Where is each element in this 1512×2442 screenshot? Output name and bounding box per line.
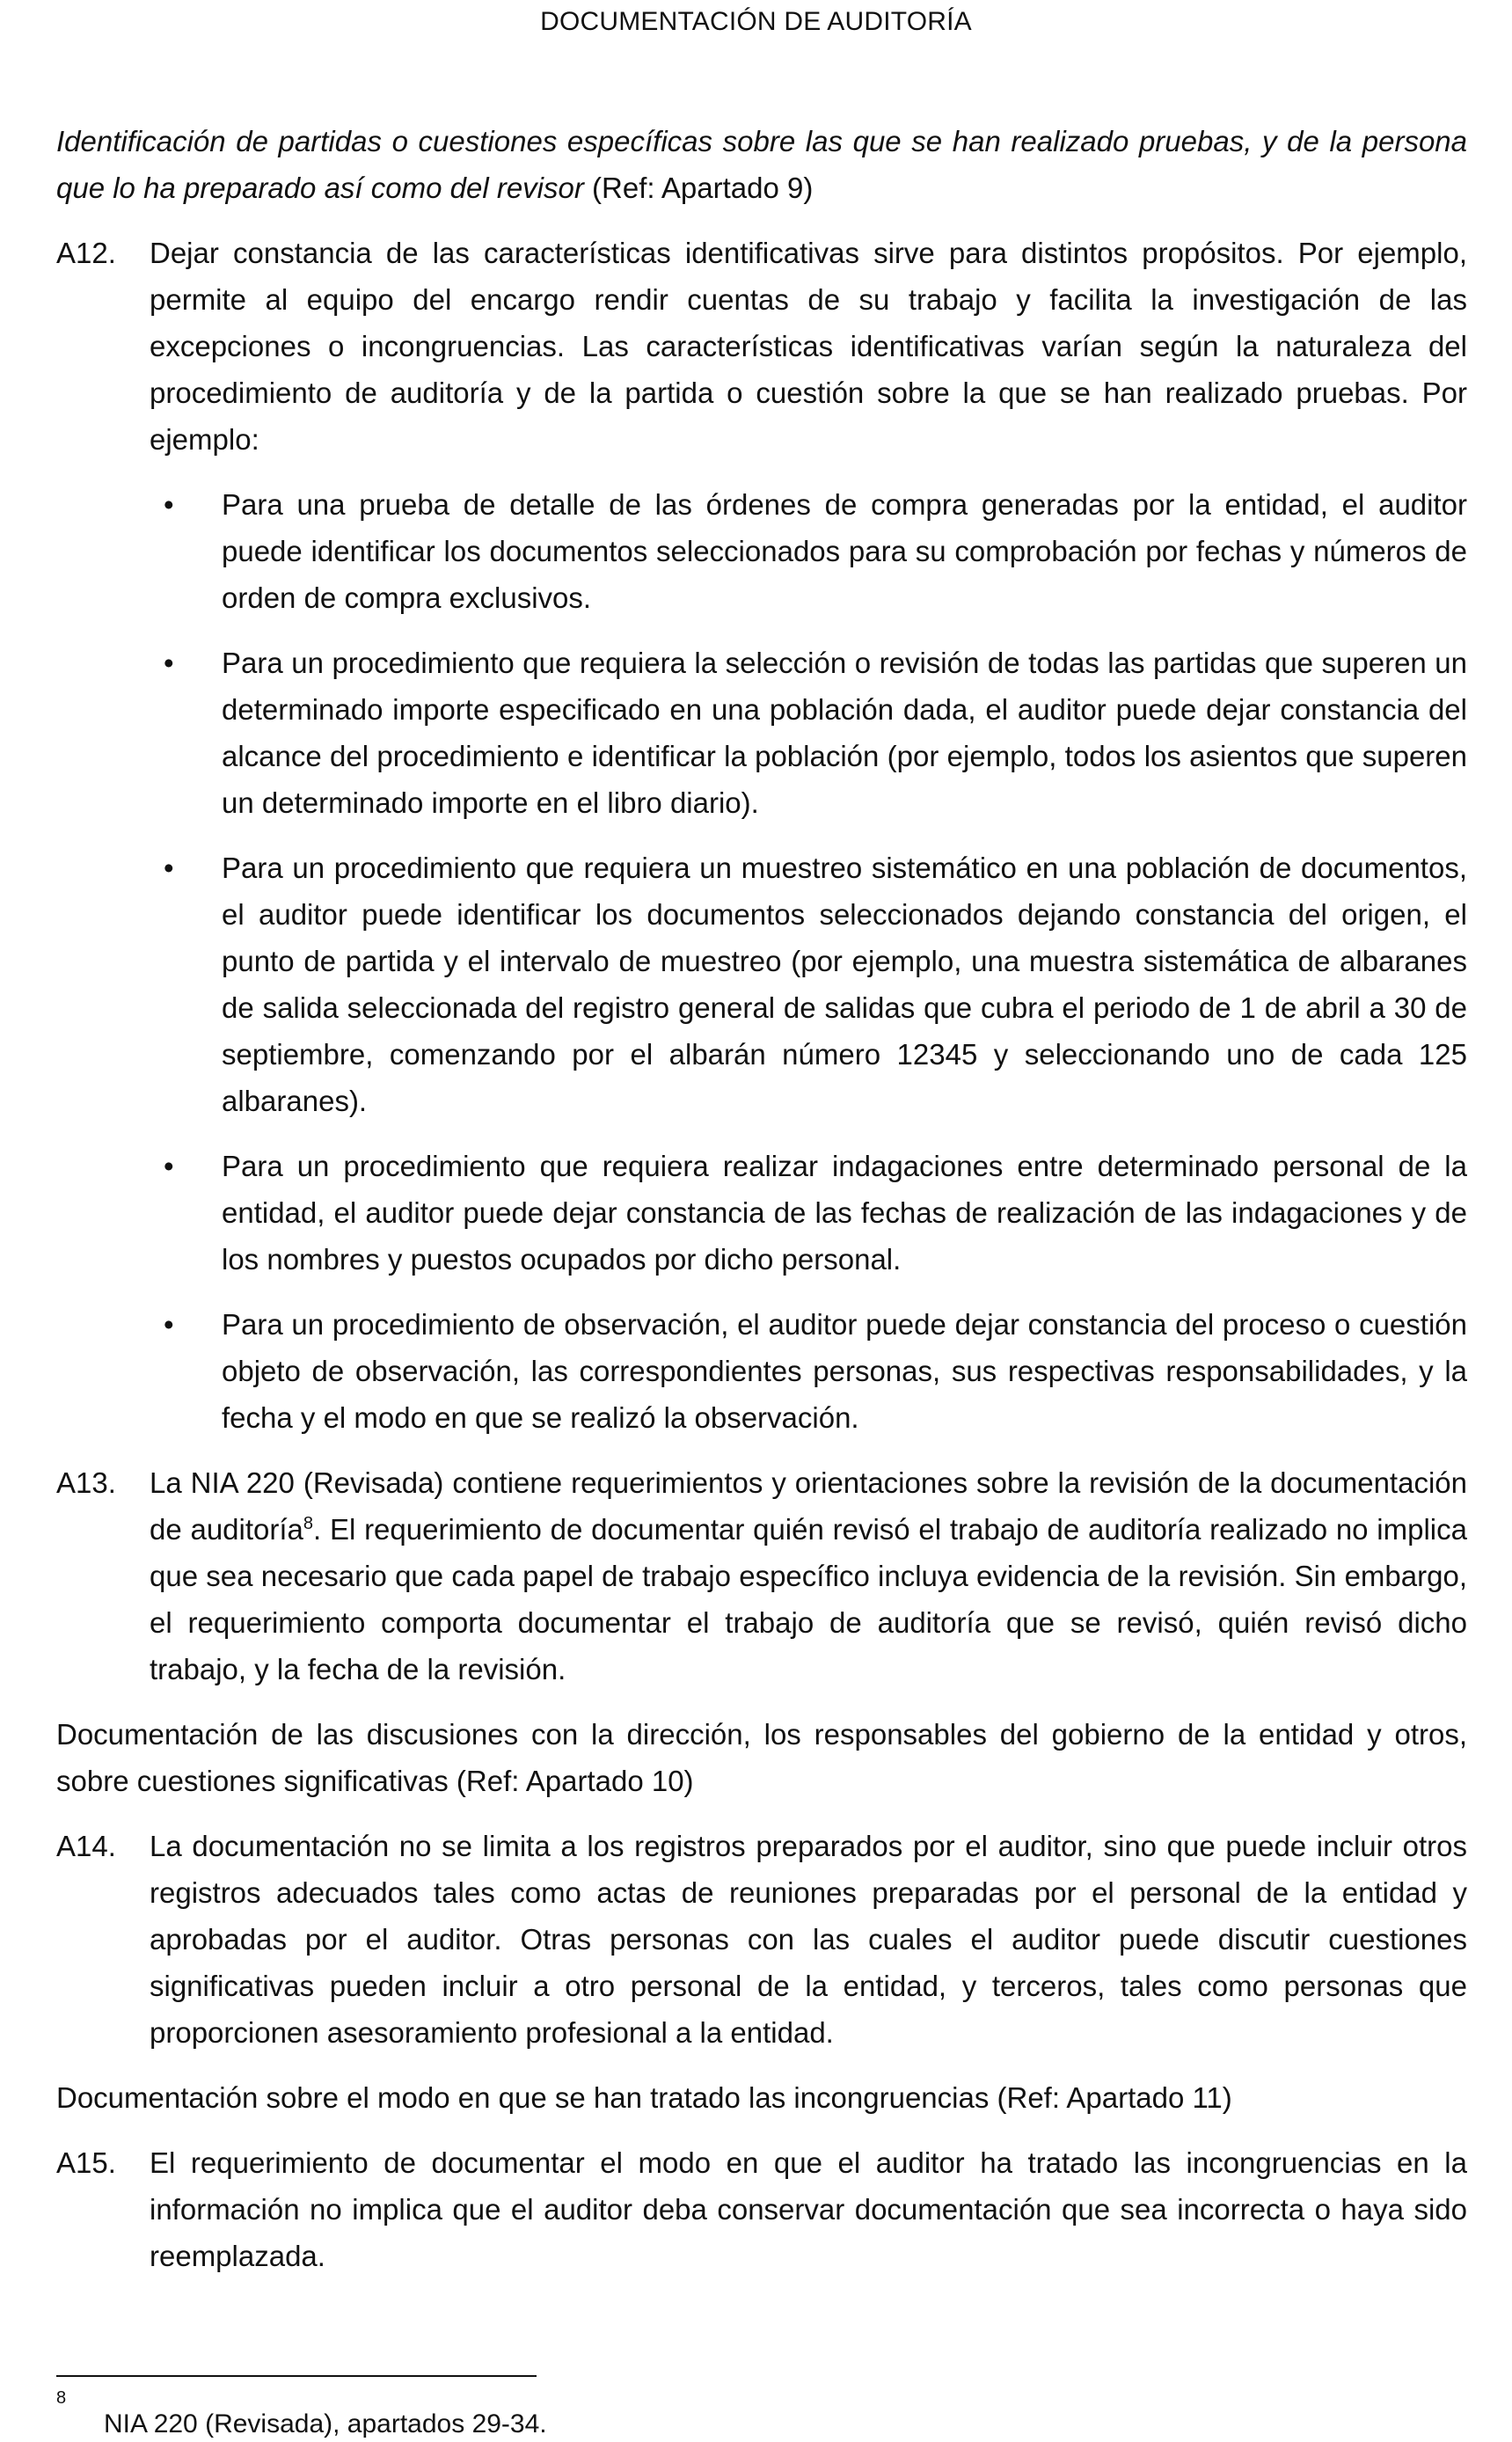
bullet-icon: • [164, 488, 174, 521]
list-item-text: Para una prueba de detalle de las órdenes de compra generadas por la entidad, el auditor puede identificar los documentos seleccionados para su comprobación por fechas y números de orden de compra exclusivos. [222, 488, 1467, 614]
list-item-text: Para un procedimiento que requiera la selección o revisión de todas las partidas que superen un determinado importe especificado en una población dada, el auditor puede dejar constancia del alcance del procedimiento e identificar la población (por ejemplo, todos los asientos que superen un determinado importe en el libro diario). [222, 647, 1467, 819]
list-item [150, 481, 1467, 621]
paragraph-a15 [56, 2139, 1467, 2279]
paragraph-a13 [56, 1459, 1467, 1693]
footnote-divider [56, 2375, 537, 2377]
example-list [150, 481, 1467, 1441]
paragraph-text-part: . El requerimiento de documentar quién revisó el trabajo de auditoría realizado no implica que sea necesario que cada papel de trabajo específico incluya evidencia de la revisión. Sin embargo, el requerimiento comporta documentar el trabajo de auditoría que se revisó, quién revisó dicho trabajo, y la fecha de la revisión. [150, 1513, 1467, 1685]
list-item-text: Para un procedimiento que requiera realizar indagaciones entre determinado personal de la entidad, el auditor puede dejar constancia de las fechas de realización de las indagaciones y de los nombres y puestos ocupados por dicho personal. [222, 1150, 1467, 1276]
footnote-text: NIA 220 (Revisada), apartados 29-34. [104, 2409, 547, 2438]
paragraph-text: El requerimiento de documentar el modo en que el auditor ha tratado las incongruencias en la información no implica que el auditor deba conservar documentación que sea incorrecta o haya sido reemplazada. [150, 2146, 1467, 2272]
section-heading-italic: Identificación de partidas o cuestiones específicas sobre las que se han realizado pruebas, y de la persona que lo ha preparado así como del revisor [56, 125, 1467, 204]
section-heading-identification [56, 118, 1467, 211]
section-heading-discussions: Documentación de las discusiones con la dirección, los responsables del gobierno de la entidad y otros, sobre cuestiones significativas (Ref: Apartado 10) [56, 1718, 1467, 1797]
paragraph-a12 [56, 230, 1467, 1441]
list-item [150, 1143, 1467, 1283]
paragraph-text [150, 1459, 1467, 1693]
bullet-icon: • [164, 647, 174, 679]
bullet-icon: • [164, 852, 174, 884]
bullet-icon: • [164, 1308, 174, 1341]
list-item-text: Para un procedimiento de observación, el auditor puede dejar constancia del proceso o cuestión objeto de observación, las correspondientes personas, sus respectivas responsabilidades, y la fecha y el modo en que se realizó la observación. [222, 1308, 1467, 1434]
paragraph-number: A15. [56, 2146, 116, 2179]
list-item [150, 1301, 1467, 1441]
document-body [56, 118, 1467, 2279]
paragraph-a14 [56, 1823, 1467, 2056]
bullet-icon: • [164, 1150, 174, 1182]
footnote-reference[interactable]: 8 [303, 1514, 314, 1533]
section-heading-ref: (Ref: Apartado 9) [583, 172, 814, 204]
page-header: DOCUMENTACIÓN DE AUDITORÍA [540, 7, 972, 36]
section-heading-inconsistencies: Documentación sobre el modo en que se han tratado las incongruencias (Ref: Apartado 11) [56, 2081, 1232, 2114]
paragraph-number: A12. [56, 237, 116, 269]
paragraph-text: Dejar constancia de las características identificativas sirve para distintos propósitos. Por ejemplo, permite al equipo del encargo rendir cuentas de su trabajo y facilita la investigación de las excepciones o incongruencias. Las características identificativas varían según la naturaleza del procedimiento de auditoría y de la partida o cuestión sobre la que se han realizado pruebas. Por ejemplo: [150, 237, 1467, 456]
paragraph-number: A13. [56, 1466, 116, 1499]
footnote-number: 8 [56, 2388, 67, 2408]
list-item [150, 640, 1467, 826]
paragraph-text: La documentación no se limita a los registros preparados por el auditor, sino que puede incluir otros registros adecuados tales como actas de reuniones preparadas por el personal de la entidad y aprobadas por el auditor. Otras personas con las cuales el auditor puede discutir cuestiones significativas pueden incluir a otro personal de la entidad, y terceros, tales como personas que proporcionen asesoramiento profesional a la entidad. [150, 1830, 1467, 2049]
list-item-text: Para un procedimiento que requiera un muestreo sistemático en una población de documentos, el auditor puede identificar los documentos seleccionados dejando constancia del origen, el punto de partida y el intervalo de muestreo (por ejemplo, una muestra sistemática de albaranes de salida seleccionada del registro general de salidas que cubra el periodo de 1 de abril a 30 de septiembre, comenzando por el albarán número 12345 y seleccionando uno de cada 125 albaranes). [222, 852, 1467, 1117]
paragraph-number: A14. [56, 1830, 116, 1862]
paragraph-text-part: La NIA 220 (Revisada) contiene requerimientos y orientaciones sobre la revisión de la documentación de auditoría [150, 1466, 1467, 1546]
list-item [150, 844, 1467, 1124]
